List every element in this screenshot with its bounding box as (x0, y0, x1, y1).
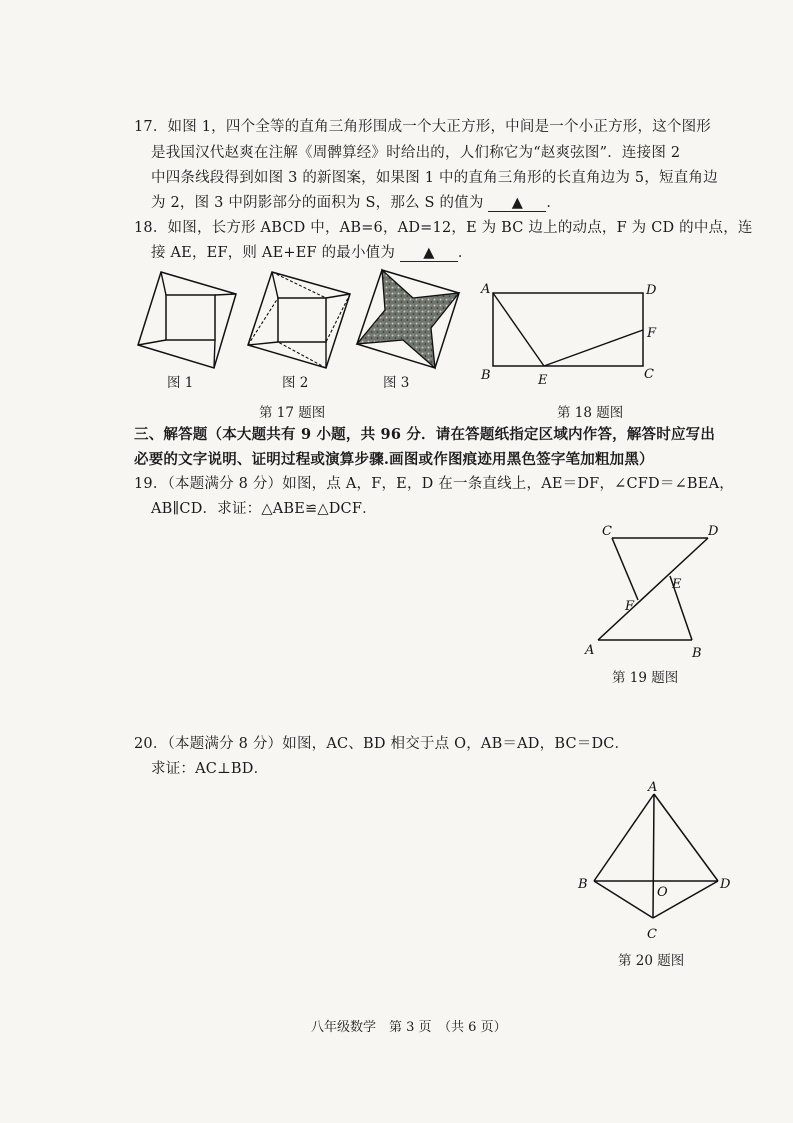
q19-figure-caption: 第 19 题图 (612, 670, 679, 686)
q18-line-2 (151, 243, 473, 263)
q17-line-4 (151, 193, 561, 213)
q18-label-F: F (647, 326, 657, 341)
q17-blank-mark: ▲ (511, 195, 524, 211)
section-3-heading-line-1: 三、解答题（本大题共有 9 小题，共 96 分．请在答题纸指定区域内作答，解答时应写出 (134, 426, 716, 443)
q18-label-B: B (481, 368, 491, 383)
section-3-heading-line-2: 必要的文字说明、证明过程或演算步骤.画图或作图痕迹用黑色签字笔加粗加黑） (134, 451, 654, 468)
q20-figure (572, 776, 742, 946)
page-footer: 八年级数学 第 3 页 （共 6 页） (311, 1020, 507, 1035)
q18-label-A: A (481, 282, 491, 297)
q19-label-C: C (602, 524, 612, 539)
q17-fig1-label: 图 1 (167, 375, 194, 391)
q18-line-2-end: ． (457, 245, 473, 261)
q20-label-B: B (578, 877, 588, 892)
q17-line-2: 是我国汉代赵爽在注解《周髀算经》时给出的，人们称它为“赵爽弦图”．连接图 2 (151, 145, 681, 161)
q18-answer-blank (400, 245, 458, 262)
q18-line-1: 18．如图，长方形 ABCD 中，AB=6，AD=12，E 为 BC 边上的动点，F 为 CD 的中点，连 (134, 220, 753, 236)
q20-label-O: O (657, 885, 668, 900)
q17-figure-1 (136, 270, 238, 370)
q18-figure-caption: 第 18 题图 (557, 405, 624, 421)
q18-label-E: E (538, 373, 548, 388)
q19-label-B: B (692, 646, 702, 661)
q17-line-3: 中四条线段得到如图 3 的新图案，如果图 1 中的直角三角形的长直角边为 5，短直角边 (151, 170, 718, 186)
q19-label-D: D (708, 524, 719, 539)
q18-label-C: C (644, 367, 654, 382)
q17-figure-caption: 第 17 题图 (259, 405, 326, 421)
q17-fig3-label: 图 3 (383, 375, 410, 391)
q20-label-C: C (647, 927, 657, 942)
q17-answer-blank (488, 195, 546, 212)
q20-label-A: A (648, 780, 658, 795)
q19-figure (580, 518, 720, 663)
q20-figure-caption: 第 20 题图 (618, 953, 685, 969)
q17-line-4-end: ． (546, 195, 562, 211)
q19-label-A: A (585, 643, 595, 658)
q19-label-F: F (625, 599, 635, 614)
q18-blank-mark: ▲ (423, 245, 435, 261)
q18-label-D: D (646, 283, 657, 298)
q20-line-2: 求证：AC⊥BD． (151, 761, 269, 777)
q20-label-D: D (720, 877, 731, 892)
q18-figure (478, 278, 663, 390)
q17-line-1: 17．如图 1，四个全等的直角三角形围成一个大正方形，中间是一个小正方形，这个图形 (134, 119, 711, 135)
q17-fig2-label: 图 2 (282, 375, 309, 391)
q19-line-2: AB∥CD．求证：△ABE≌△DCF． (151, 501, 377, 517)
q19-label-E: E (672, 577, 682, 592)
q17-figure-3 (355, 268, 461, 370)
q17-figure-2 (246, 270, 352, 370)
q18-line-2-text: 接 AE，EF，则 AE+EF 的最小值为 (151, 245, 396, 261)
q20-line-1: 20．（本题满分 8 分）如图，AC、BD 相交于点 O，AB＝AD，BC＝DC． (134, 736, 630, 752)
q17-line-4-text: 为 2，图 3 中阴影部分的面积为 S，那么 S 的值为 (151, 195, 484, 211)
q19-line-1: 19．（本题满分 8 分）如图，点 A，F，E，D 在一条直线上，AE＝DF，∠CFD＝∠BEA， (134, 476, 734, 492)
